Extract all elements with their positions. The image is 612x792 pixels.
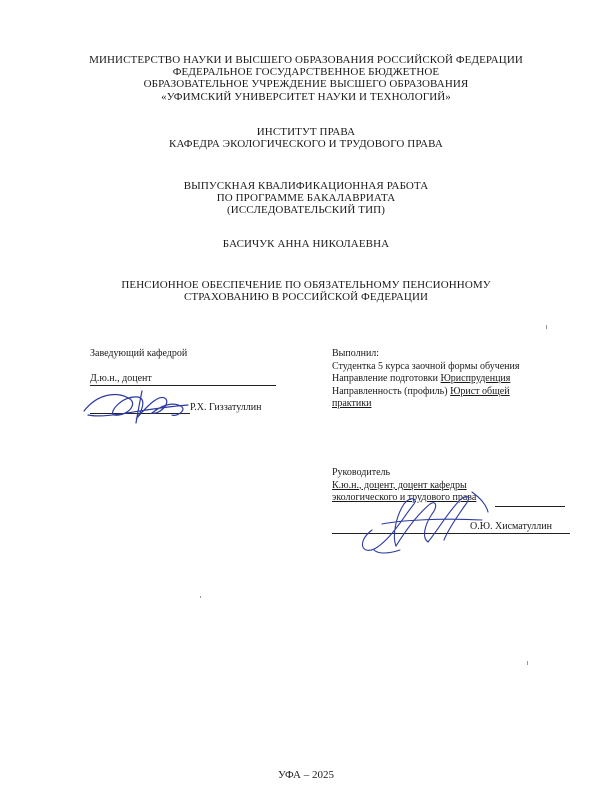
supervisor-degree-1: К.ю.н., доцент, доцент кафедры [332, 479, 467, 491]
work-type-block [0, 180, 612, 217]
head-signature-image [78, 385, 198, 425]
ministry-line-1: МИНИСТЕРСТВО НАУКИ И ВЫСШЕГО ОБРАЗОВАНИЯ РОССИЙСКОЙ ФЕДЕРАЦИИ [89, 54, 523, 66]
institute-block [0, 126, 612, 150]
supervisor-signature-image [352, 490, 492, 560]
work-type-line-2: ПО ПРОГРАММЕ БАКАЛАВРИАТА [216, 192, 396, 205]
work-type-line-1: ВЫПУСКНАЯ КВАЛИФИКАЦИОННАЯ РАБОТА [183, 180, 429, 192]
institute-name: ИНСТИТУТ ПРАВА [256, 126, 356, 138]
direction-label: Направление подготовки [332, 373, 439, 384]
scan-speck [527, 661, 528, 665]
author-block [0, 238, 612, 250]
ministry-line-4: «УФИМСКИЙ УНИВЕРСИТЕТ НАУКИ И ТЕХНОЛОГИЙ» [161, 90, 451, 103]
profile-value-2: практики [332, 398, 372, 409]
thesis-title-line-2: СТРАХОВАНИЮ В РОССИЙСКОЙ ФЕДЕРАЦИИ [183, 291, 429, 304]
ministry-line-2: ФЕДЕРАЛЬНОЕ ГОСУДАРСТВЕННОЕ БЮДЖЕТНОЕ [172, 66, 440, 79]
head-degree-row [90, 373, 300, 386]
scan-speck [546, 325, 547, 329]
ministry-header [0, 54, 612, 103]
performer-student: Студентка 5 курса заочной формы обучения [332, 360, 520, 372]
scan-speck [200, 596, 201, 598]
thesis-title-line-1: ПЕНСИОННОЕ ОБЕСПЕЧЕНИЕ ПО ОБЯЗАТЕЛЬНОМУ ПЕНСИОННОМУ [121, 279, 491, 291]
head-of-department-block [90, 348, 300, 361]
thesis-title [0, 279, 612, 303]
head-degree: Д.ю.н., доцент [90, 373, 152, 384]
department-name: КАФЕДРА ЭКОЛОГИЧЕСКОГО И ТРУДОВОГО ПРАВА [169, 138, 443, 151]
supervisor-degree-2: экологического и трудового права [332, 492, 477, 503]
head-label: Заведующий кафедрой [90, 348, 188, 359]
supervisor-label: Руководитель [332, 467, 391, 478]
performer-direction [332, 373, 582, 386]
performer-label: Выполнил: [332, 348, 380, 359]
profile-label: Направленность (профиль) [332, 385, 448, 397]
supervisor-name: О.Ю. Хисматуллин [470, 521, 552, 532]
footer-city-year: УФА – 2025 [278, 769, 334, 781]
supervisor-degree-underline-extension [495, 506, 565, 507]
author-name: БАСИЧУК АННА НИКОЛАЕВНА [222, 238, 390, 250]
performer-block [332, 348, 582, 411]
head-name: Р.Х. Гиззатуллин [190, 402, 262, 413]
ministry-line-3: ОБРАЗОВАТЕЛЬНОЕ УЧРЕЖДЕНИЕ ВЫСШЕГО ОБРАЗОВАНИЯ [143, 78, 469, 91]
direction-value: Юриспруденция [440, 373, 511, 384]
head-name-row [190, 402, 310, 415]
work-type-line-3: (ИССЛЕДОВАТЕЛЬСКИЙ ТИП) [227, 204, 385, 217]
profile-value-1: Юрист общей [450, 385, 510, 397]
performer-profile [332, 386, 582, 399]
